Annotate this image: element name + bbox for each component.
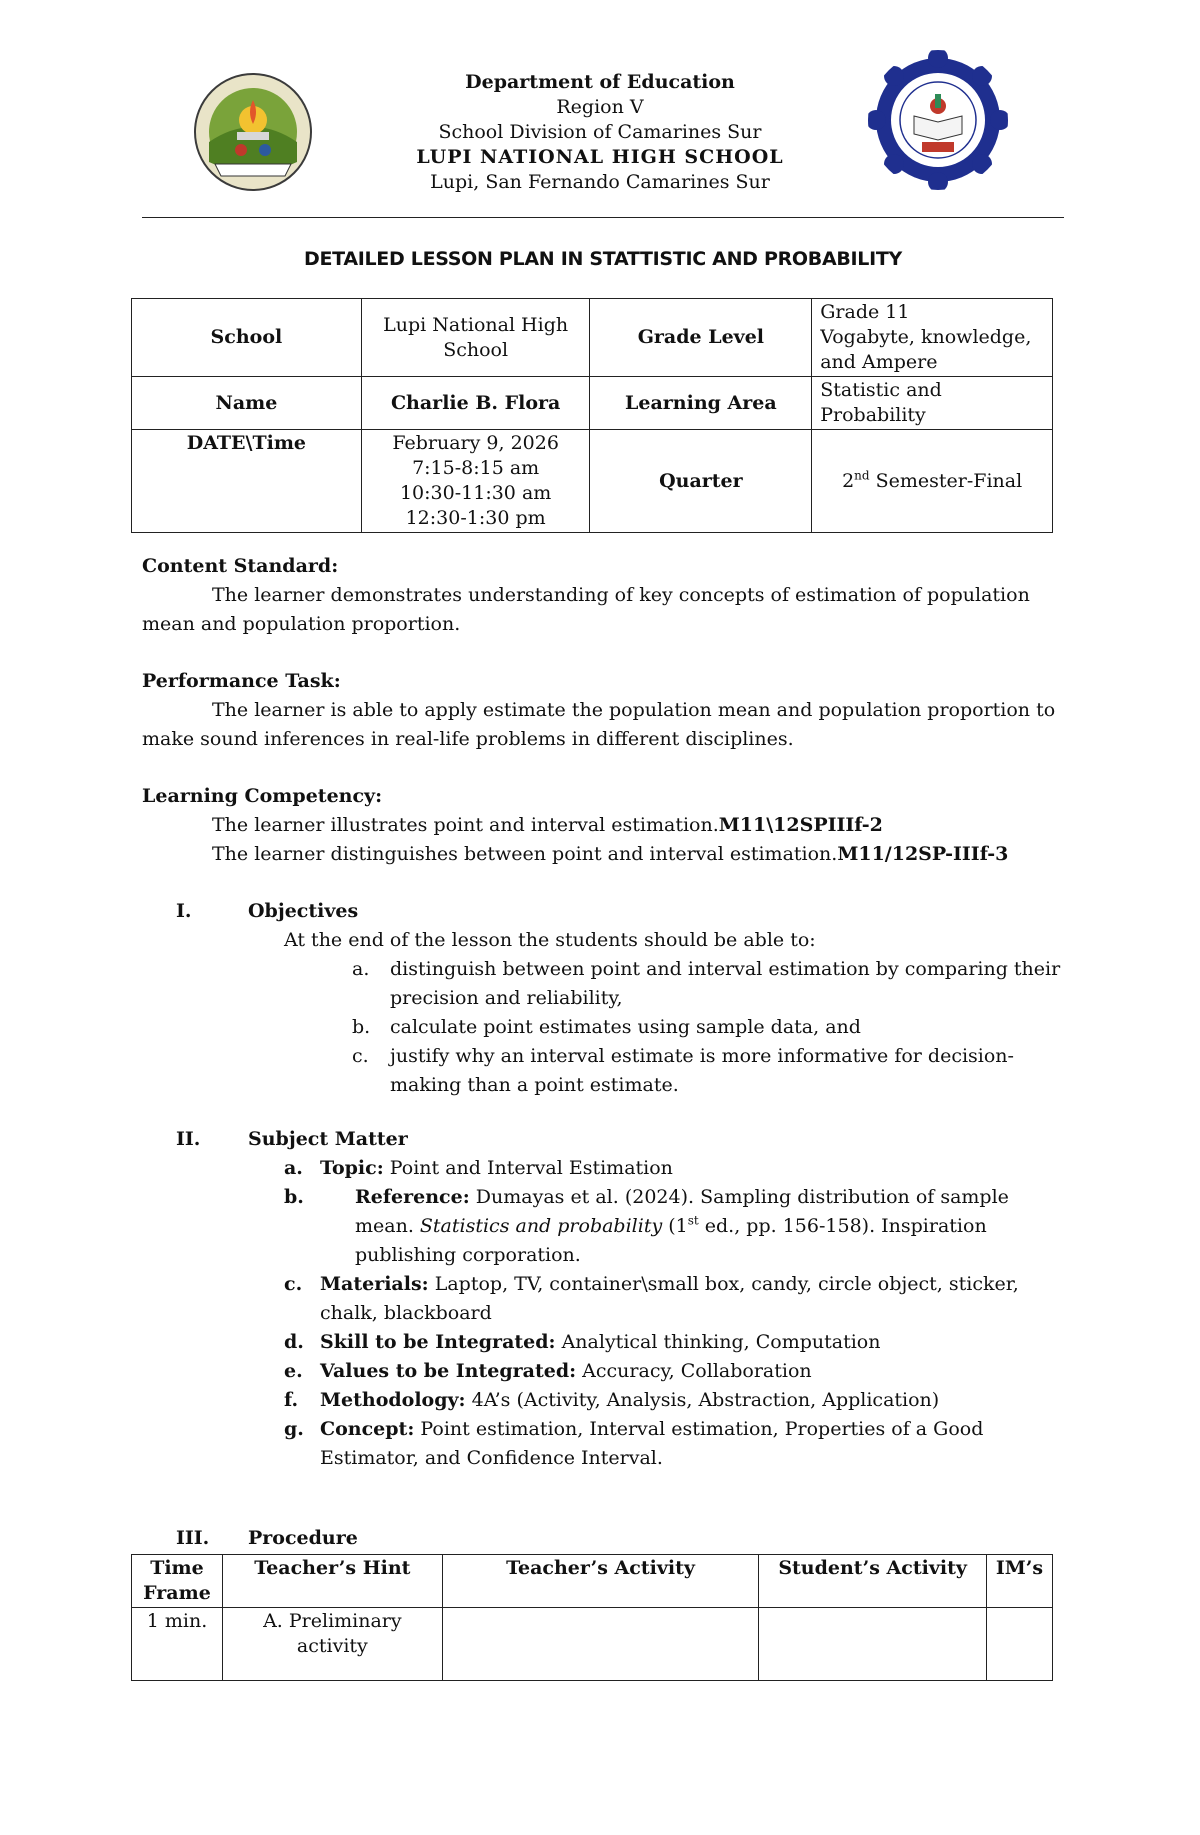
quarter-suffix: nd: [854, 468, 870, 483]
objectives-list: [352, 955, 1064, 1100]
objective-text-c: justify why an interval estimate is more informative for decision-making than a point estimate.: [390, 1045, 1014, 1096]
info-row-date: [132, 430, 1053, 533]
row-student-activity: [759, 1608, 987, 1681]
competency-2-text: The learner distinguishes between point and interval estimation.: [212, 843, 838, 865]
subject-concept: [284, 1415, 1064, 1473]
grade-label: Grade Level: [590, 299, 812, 377]
row-hint: A. Preliminary activity: [222, 1608, 442, 1681]
competency-item-2: [142, 840, 1064, 869]
objectives-heading: [176, 897, 358, 926]
department-name: Department of Education: [465, 71, 735, 93]
school-seal-logo: [868, 50, 1008, 190]
time-slot-2: 10:30-11:30 am: [399, 482, 552, 504]
objective-text-b: calculate point estimates using sample data, and: [390, 1016, 861, 1038]
procedure-table: [131, 1554, 1053, 1681]
subject-topic: [284, 1154, 1064, 1183]
area-label: Learning Area: [590, 377, 812, 430]
reference-value-1: Dumayas et al. (2024). Sampling distribution of sample mean.: [355, 1186, 1009, 1237]
objective-item-c: [352, 1042, 1064, 1100]
col-student-activity: Student’s Activity: [759, 1555, 987, 1608]
table-row: [132, 1608, 1053, 1681]
subject-matter-label: Subject Matter: [248, 1128, 408, 1150]
col-teacher-hint: Teacher’s Hint: [222, 1555, 442, 1608]
time-slot-1: 7:15-8:15 am: [412, 457, 540, 479]
procedure-label: Procedure: [248, 1527, 358, 1549]
concept-key: Concept:: [320, 1418, 415, 1440]
subject-matter-list: [284, 1154, 1064, 1473]
region: Region V: [556, 96, 644, 118]
document-title: DETAILED LESSON PLAN IN STATTISTIC AND PROBABILITY: [303, 248, 903, 270]
objective-mark-b: b.: [352, 1016, 371, 1038]
reference-value-3: ed., pp. 156-158). Inspiration publishing corporation.: [355, 1215, 987, 1266]
quarter-value: [812, 430, 1053, 533]
objectives-intro: At the end of the lesson the students should be able to:: [284, 929, 816, 951]
objective-text-a: distinguish between point and interval estimation by comparing their precision and reliability,: [390, 958, 1061, 1009]
concept-value: Point estimation, Interval estimation, Properties of a Good Estimator, and Confidence Interval.: [320, 1418, 984, 1469]
methodology-key: Methodology:: [320, 1389, 466, 1411]
division-logo: [193, 72, 313, 192]
grade-value-line1: Grade 11: [820, 301, 910, 323]
topic-mark: a.: [284, 1157, 303, 1179]
col-time-frame: Time Frame: [132, 1555, 223, 1608]
division-name: School Division of Camarines Sur: [438, 121, 762, 143]
reference-value-2: (1: [662, 1215, 688, 1237]
reference-mark: b.: [284, 1186, 304, 1208]
procedure-number: III.: [176, 1527, 210, 1549]
subject-values: [284, 1357, 1064, 1386]
subject-matter-heading: [176, 1125, 408, 1154]
performance-task-label: Performance Task:: [142, 670, 341, 692]
methodology-value: 4A’s (Activity, Analysis, Abstraction, Application): [465, 1389, 940, 1411]
skill-mark: d.: [284, 1331, 304, 1353]
materials-mark: c.: [284, 1273, 303, 1295]
values-mark: e.: [284, 1360, 303, 1382]
procedure-header-row: [132, 1555, 1053, 1608]
reference-sup: st: [687, 1213, 699, 1228]
reference-title: Statistics and probability: [419, 1215, 663, 1237]
row-teacher-activity: [442, 1608, 759, 1681]
row-time: 1 min.: [132, 1608, 223, 1681]
topic-value: Point and Interval Estimation: [383, 1157, 673, 1179]
row-ims: [986, 1608, 1052, 1681]
objective-mark-a: a.: [352, 958, 370, 980]
methodology-mark: f.: [284, 1389, 299, 1411]
concept-mark: g.: [284, 1418, 304, 1440]
area-value: Statistic and Probability: [812, 377, 1053, 430]
objective-item-a: [352, 955, 1064, 1013]
content-standard: [142, 552, 1064, 639]
objectives-label: Objectives: [248, 900, 359, 922]
school-label: School: [132, 299, 362, 377]
subject-skill: [284, 1328, 1064, 1357]
quarter-number: 2: [842, 469, 855, 492]
info-row-name: [132, 377, 1053, 430]
content-standard-text: The learner demonstrates understanding of key concepts of estimation of population mean and population proportion.: [142, 584, 1030, 635]
header-divider: [142, 217, 1064, 218]
quarter-text: Semester-Final: [869, 469, 1023, 492]
competency-2-code: M11/12SP-IIIf-3: [837, 843, 1009, 865]
school-name: LUPI NATIONAL HIGH SCHOOL: [416, 146, 784, 168]
time-slot-3: 12:30-1:30 pm: [405, 507, 546, 529]
performance-task: [142, 667, 1064, 754]
date-value: [361, 430, 590, 533]
performance-task-text: The learner is able to apply estimate the population mean and population proportion to make sound inferences in real-life problems in different disciplines.: [142, 699, 1056, 750]
subject-methodology: [284, 1386, 1064, 1415]
topic-key: Topic:: [320, 1157, 384, 1179]
learning-competency-label: Learning Competency:: [142, 785, 383, 807]
objective-mark-c: c.: [352, 1045, 369, 1067]
content-standard-label: Content Standard:: [142, 555, 339, 577]
info-row-school: [132, 299, 1053, 377]
competency-item-1: [142, 811, 1064, 840]
values-key: Values to be Integrated:: [320, 1360, 577, 1382]
materials-key: Materials:: [320, 1273, 429, 1295]
subject-matter-number: II.: [176, 1128, 201, 1150]
document-header: [360, 70, 840, 195]
objectives-number: I.: [176, 900, 192, 922]
skill-key: Skill to be Integrated:: [320, 1331, 556, 1353]
grade-value-line2: Vogabyte, knowledge, and Ampere: [820, 326, 1032, 373]
col-teacher-activity: Teacher’s Activity: [442, 1555, 759, 1608]
values-value: Accuracy, Collaboration: [576, 1360, 812, 1382]
subject-reference: [284, 1183, 1064, 1270]
name-value: Charlie B. Flora: [361, 377, 590, 430]
school-address: Lupi, San Fernando Camarines Sur: [430, 171, 770, 193]
learning-competency: [142, 782, 1064, 869]
procedure-heading: [176, 1524, 358, 1553]
subject-materials: [284, 1270, 1064, 1328]
skill-value: Analytical thinking, Computation: [555, 1331, 881, 1353]
competency-1-text: The learner illustrates point and interval estimation.: [212, 814, 719, 836]
col-ims: IM’s: [986, 1555, 1052, 1608]
materials-value: Laptop, TV, container\small box, candy, circle object, sticker, chalk, blackboard: [320, 1273, 1019, 1324]
name-label: Name: [132, 377, 362, 430]
competency-1-code: M11\12SPIIIf-2: [718, 814, 883, 836]
objective-item-b: [352, 1013, 1064, 1042]
quarter-label: Quarter: [590, 430, 812, 533]
reference-key: Reference:: [355, 1186, 470, 1208]
info-table: [131, 298, 1053, 533]
date-text: February 9, 2026: [392, 432, 559, 454]
grade-value: [812, 299, 1053, 377]
school-value: Lupi National High School: [361, 299, 590, 377]
date-label: DATE\Time: [132, 430, 362, 533]
